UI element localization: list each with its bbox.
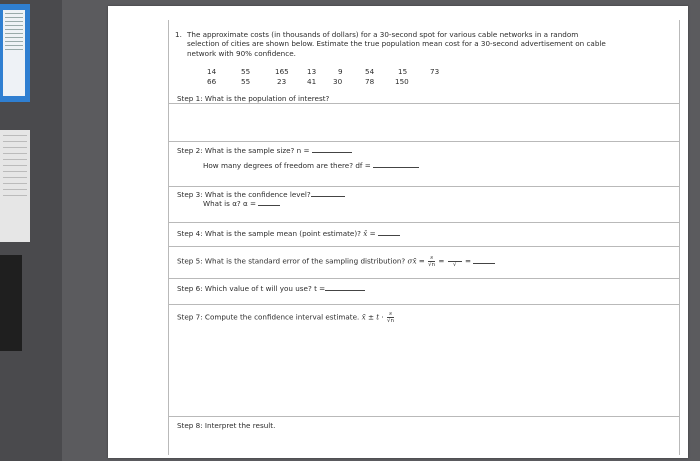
step-3-alpha-text: What is α? α = <box>203 199 280 208</box>
problem-text: The approximate costs (in thousands of dollars) for a 30-second spot for various cable networks in a random selection of cities are shown below. Estimate the true population mean cost for a 30-second advertisement on cable network with 90% confidence. <box>187 30 606 58</box>
data-value: 55 <box>241 67 251 76</box>
step-5-row <box>169 247 679 279</box>
thumbnail-sidebar <box>0 0 62 461</box>
alpha-blank[interactable] <box>258 199 280 206</box>
step-1-text: Step 1: What is the population of interest? <box>177 94 330 103</box>
sigma-xbar-symbol: σx̄ <box>407 256 417 266</box>
data-value: 150 <box>395 77 409 86</box>
data-value: 14 <box>207 67 217 76</box>
problem-number: 1. <box>175 30 182 39</box>
worksheet-table <box>168 20 680 455</box>
document-page <box>108 6 688 458</box>
step-8-row <box>169 417 679 455</box>
data-value: 13 <box>307 67 317 76</box>
data-value: 78 <box>365 77 375 86</box>
data-value: 15 <box>398 67 408 76</box>
thumbnail-page[interactable] <box>0 130 30 242</box>
step-1-answer-row[interactable] <box>169 104 679 142</box>
data-value: 9 <box>338 67 343 76</box>
data-value: 54 <box>365 67 375 76</box>
step-6-row <box>169 279 679 305</box>
step-4-text: Step 4: What is the sample mean (point estimate)? x̄ = <box>177 229 400 238</box>
step-2-row <box>169 142 679 187</box>
step-8-text: Step 8: Interpret the result. <box>177 421 276 430</box>
data-value: 23 <box>277 77 287 86</box>
blank-fraction[interactable]: √ <box>448 256 462 268</box>
step-2-text: Step 2: What is the sample size? n = <box>177 146 352 155</box>
data-value: 165 <box>275 67 289 76</box>
sample-mean-blank[interactable] <box>378 229 400 236</box>
step-5-text: Step 5: What is the standard error of the sampling distribution? σx̄ = $\frac{s}{√n}$ = √ = <box>177 255 495 268</box>
standard-error-blank[interactable] <box>473 257 495 264</box>
step-3-row <box>169 187 679 223</box>
t-value-blank[interactable] <box>325 284 365 291</box>
step-3-text: Step 3: What is the confidence level? <box>177 190 345 199</box>
data-value: 55 <box>241 77 251 86</box>
df-blank[interactable] <box>373 161 419 168</box>
thumbnail-selected[interactable] <box>0 4 30 102</box>
sample-size-blank[interactable] <box>312 146 352 153</box>
data-value: 73 <box>430 67 440 76</box>
data-value: 66 <box>207 77 217 86</box>
data-value: 41 <box>307 77 317 86</box>
thumbnail-page-dark[interactable] <box>0 255 22 351</box>
step-6-text: Step 6: Which value of t will you use? t = <box>177 284 365 293</box>
step-2-df-text: How many degrees of freedom are there? df = <box>203 161 419 170</box>
step-7-text: Step 7: Compute the confidence interval estimate. x̄ ± t · $\frac{s}{√n}$ <box>177 311 395 324</box>
confidence-level-blank[interactable] <box>311 190 345 197</box>
s-over-sqrt-n: $\frac{s}{√n}$ <box>428 255 436 268</box>
step-7-row <box>169 305 679 417</box>
step-4-row <box>169 223 679 247</box>
ci-formula: x̄ ± t · <box>361 312 384 322</box>
problem-row <box>169 20 679 104</box>
s-over-sqrt-n-ci: $\frac{s}{√n}$ <box>387 311 395 324</box>
data-value: 30 <box>333 77 343 86</box>
